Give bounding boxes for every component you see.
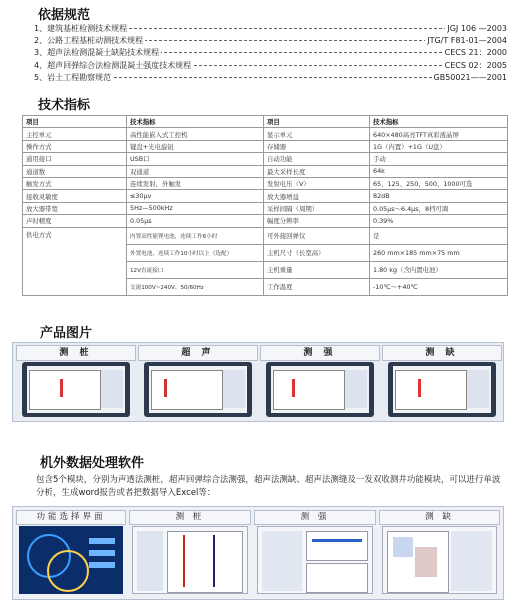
standard-code: JGJ 106 —2003 <box>447 24 507 33</box>
table-cell: 触发方式 <box>23 177 127 189</box>
photo-label: 测 强 <box>260 345 380 361</box>
standard-code: GB50021——2001 <box>433 72 507 82</box>
table-cell: 显示单元 <box>264 128 370 140</box>
table-cell: 可外接回弹仪 <box>264 227 370 244</box>
table-row <box>23 227 508 244</box>
table-cell: 双通道 <box>127 165 264 177</box>
strength-software-image <box>257 526 373 594</box>
table-row <box>23 140 508 152</box>
table-cell: 采样间隔（周期） <box>264 202 370 214</box>
header-cell: 项目 <box>264 116 370 128</box>
table-cell: 0.05μs <box>127 215 264 227</box>
photo-defect-test <box>382 345 502 419</box>
table-cell: 自动功能 <box>264 153 370 165</box>
table-cell: 接收灵敏度 <box>23 190 127 202</box>
panel-label: 测 缺 <box>379 510 500 525</box>
device-screen-image <box>144 362 252 417</box>
photos-title: 产品图片 <box>40 326 93 341</box>
standard-name: 4、超声回弹综合法检测混凝土强度技术规程 <box>34 60 192 70</box>
standard-code: JTG/T F81-01—2004 <box>427 36 507 46</box>
table-cell: 通道数 <box>23 165 127 177</box>
table-cell: 手动 <box>370 153 508 165</box>
device-screen-image <box>388 362 496 417</box>
table-header-row <box>23 116 508 128</box>
table-cell: 操作方式 <box>23 140 127 152</box>
table-cell: 幅度分辨率 <box>264 215 370 227</box>
photo-ultrasonic <box>138 345 258 419</box>
standard-item <box>0 35 519 46</box>
standard-item <box>0 60 519 71</box>
software-title: 机外数据处理软件 <box>40 456 145 471</box>
panel-label: 功能选择界面 <box>16 510 126 525</box>
table-row <box>23 215 508 227</box>
table-cell: 260 mm×185 mm×75 mm <box>370 244 508 261</box>
standard-name: 2、公路工程基桩动测技术规程 <box>34 36 144 46</box>
standard-code: CECS 21：2000 <box>444 48 507 58</box>
photo-label: 测 桩 <box>16 345 136 361</box>
table-cell: 放大器增益 <box>264 190 370 202</box>
table-cell: 82dB <box>370 190 508 202</box>
photo-pile-test <box>16 345 136 419</box>
table-cell: 主机尺寸（长宽高） <box>264 244 370 261</box>
product-photos <box>12 342 504 422</box>
table-cell: 连续发射、外触发 <box>127 177 264 189</box>
table-cell: ≤30μv <box>127 190 264 202</box>
header-cell: 技术指标 <box>127 116 264 128</box>
table-cell: 工作温度 <box>264 278 370 295</box>
table-cell: 0.05μs～6.4μs，8档可调 <box>370 202 508 214</box>
table-row <box>23 128 508 140</box>
table-cell: 640×480高亮TFT真彩液晶屏 <box>370 128 508 140</box>
table-row <box>23 177 508 189</box>
standard-name: 3、超声法检测混凝土缺陷技术规程 <box>34 48 160 58</box>
software-description: 包含5个模块，分别为声透法测桩，超声回弹综合法测强，超声法测缺、超声法测缝及一发双收测井功能模块，可以进行单波分析，生成word报告或者把数据导入Excel等： <box>36 475 501 498</box>
table-cell: 1.80 kg（含内置电池） <box>370 261 508 278</box>
defect-software-image <box>382 526 497 594</box>
standard-code: CECS 02：2005 <box>444 60 507 70</box>
table-cell: 最大采样长度 <box>264 165 370 177</box>
tech-title: 技术指标 <box>38 98 91 113</box>
standards-title: 依据规范 <box>38 8 91 23</box>
table-cell: 0.39% <box>370 215 508 227</box>
table-cell: 12V直流接口 <box>127 261 264 278</box>
table-cell: 主机重量 <box>264 261 370 278</box>
table-cell: 放大器带宽 <box>23 202 127 214</box>
function-select-image <box>19 526 123 594</box>
table-cell: 64k <box>370 165 508 177</box>
table-row <box>23 190 508 202</box>
table-cell: -10℃～+40℃ <box>370 278 508 295</box>
header-cell: 技术指标 <box>370 116 508 128</box>
standard-name: 1、建筑基桩检测技术规程 <box>34 24 128 33</box>
table-cell: 内置高性能锂电池，连续工作6小时 <box>127 227 264 244</box>
table-cell: 是 <box>370 227 508 244</box>
table-cell: 外置电池，连续工作10小时以上（选配） <box>127 244 264 261</box>
standard-item <box>0 47 519 58</box>
table-cell: 发射电压（V） <box>264 177 370 189</box>
table-cell: 存储器 <box>264 140 370 152</box>
power-label-cell: 供电方式 <box>23 227 127 295</box>
device-screen-image <box>22 362 130 417</box>
standard-item <box>0 23 519 34</box>
table-row <box>23 202 508 214</box>
table-cell: 通用接口 <box>23 153 127 165</box>
table-cell: 65、125、250、500、1000可选 <box>370 177 508 189</box>
panel-defect-test <box>379 510 500 596</box>
photo-label: 超 声 <box>138 345 258 361</box>
device-screen-image <box>266 362 374 417</box>
standard-name: 5、岩土工程勘察规范 <box>34 72 112 82</box>
spec-table <box>22 115 508 296</box>
panel-strength-test <box>254 510 376 596</box>
header-cell: 项目 <box>23 116 127 128</box>
panel-label: 测 桩 <box>129 510 251 525</box>
table-cell: 交流100V~240V、50/60Hz <box>127 278 264 295</box>
panel-pile-test <box>129 510 251 596</box>
photo-strength-test <box>260 345 380 419</box>
photo-label: 测 缺 <box>382 345 502 361</box>
panel-function-select <box>16 510 126 596</box>
pile-software-image <box>132 526 248 594</box>
panel-label: 测 强 <box>254 510 376 525</box>
table-cell: 5Hz—500kHz <box>127 202 264 214</box>
table-cell: USB口 <box>127 153 264 165</box>
table-cell: 键盘+光电旋钮 <box>127 140 264 152</box>
table-row <box>23 153 508 165</box>
table-row <box>23 165 508 177</box>
table-cell: 高性能嵌入式工控机 <box>127 128 264 140</box>
table-cell: 声时精度 <box>23 215 127 227</box>
standard-item <box>0 72 519 83</box>
table-cell: 1G（内置）+1G（U盘） <box>370 140 508 152</box>
software-screenshots <box>12 506 504 600</box>
table-cell: 主控单元 <box>23 128 127 140</box>
